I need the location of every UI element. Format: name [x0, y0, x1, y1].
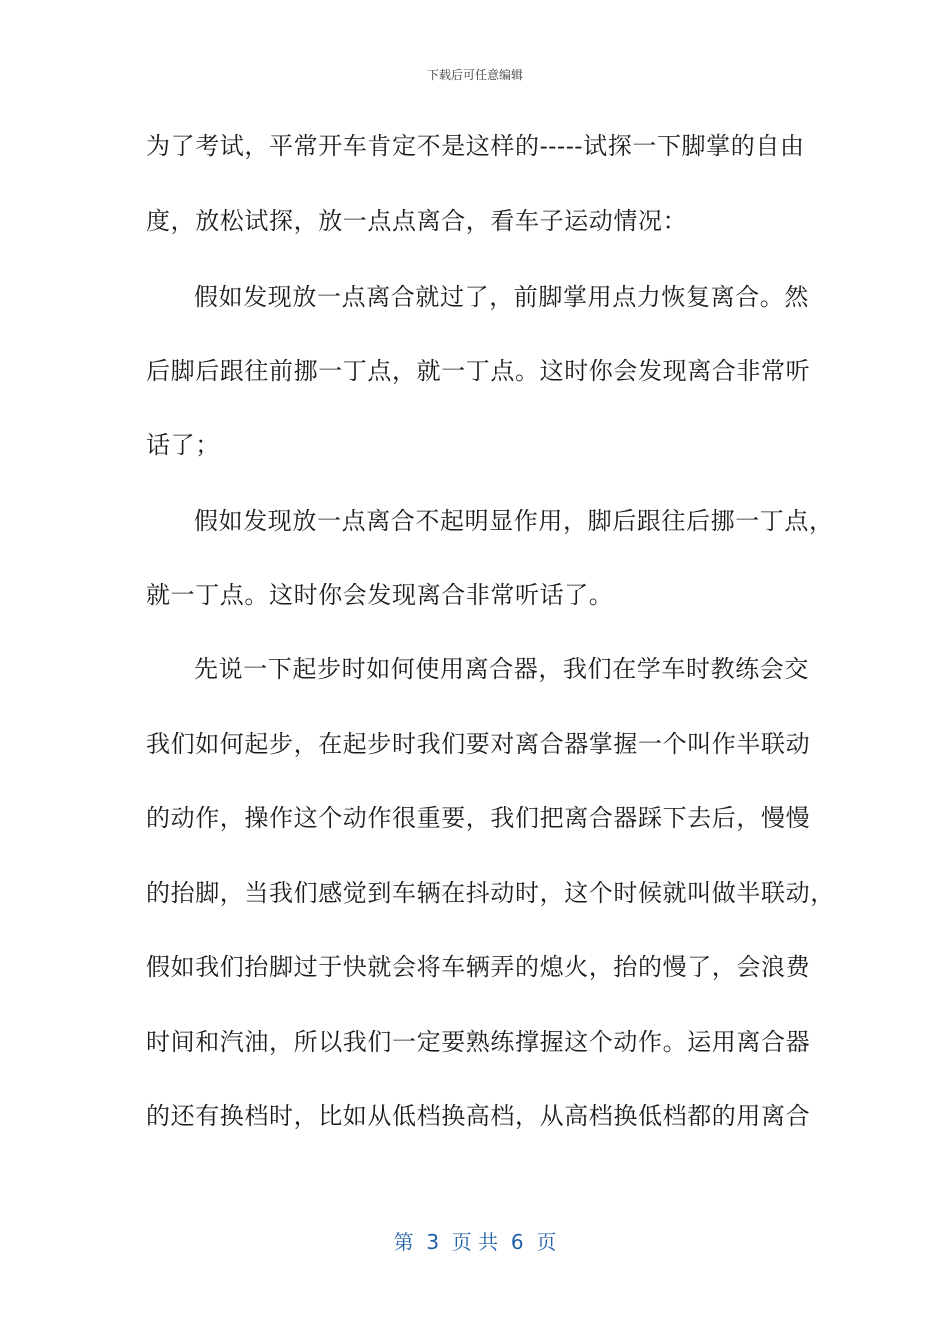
- text-line: 为了考试，平常开车肯定不是这样的-----试探一下脚掌的自由: [146, 132, 805, 160]
- text-line: 度，放松试探，放一点点离合，看车子运动情况：: [146, 207, 688, 235]
- text-line: 时间和汽油，所以我们一定要熟练撑握这个动作。运用离合器: [146, 1028, 811, 1056]
- text-line: 假如我们抬脚过于快就会将车辆弄的熄火，抬的慢了，会浪费: [146, 953, 811, 981]
- text-line: 先说一下起步时如何使用离合器，我们在学车时教练会交: [194, 655, 809, 683]
- text-line: 假如发现放一点离合不起明显作用，脚后跟往后挪一丁点，: [194, 507, 834, 535]
- text-line: 的抬脚，当我们感觉到车辆在抖动时，这个时候就叫做半联动，: [146, 879, 835, 907]
- text-line: 的还有换档时，比如从低档换高档，从高档换低档都的用离合: [146, 1102, 811, 1130]
- text-line: 我们如何起步，在起步时我们要对离合器掌握一个叫作半联动: [146, 730, 811, 758]
- text-line: 后脚后跟往前挪一丁点，就一丁点。这时你会发现离合非常听: [146, 357, 811, 385]
- text-line: 就一丁点。这时你会发现离合非常听话了。: [146, 581, 614, 609]
- page-number-footer: 第 3 页 共 6 页: [393, 1230, 557, 1254]
- text-line: 假如发现放一点离合就过了，前脚掌用点力恢复离合。然: [194, 283, 809, 311]
- text-line: 的动作，操作这个动作很重要，我们把离合器踩下去后，慢慢: [146, 804, 811, 832]
- text-line: 话了；: [146, 431, 220, 459]
- page-header-note: 下载后可任意编辑: [426, 68, 523, 82]
